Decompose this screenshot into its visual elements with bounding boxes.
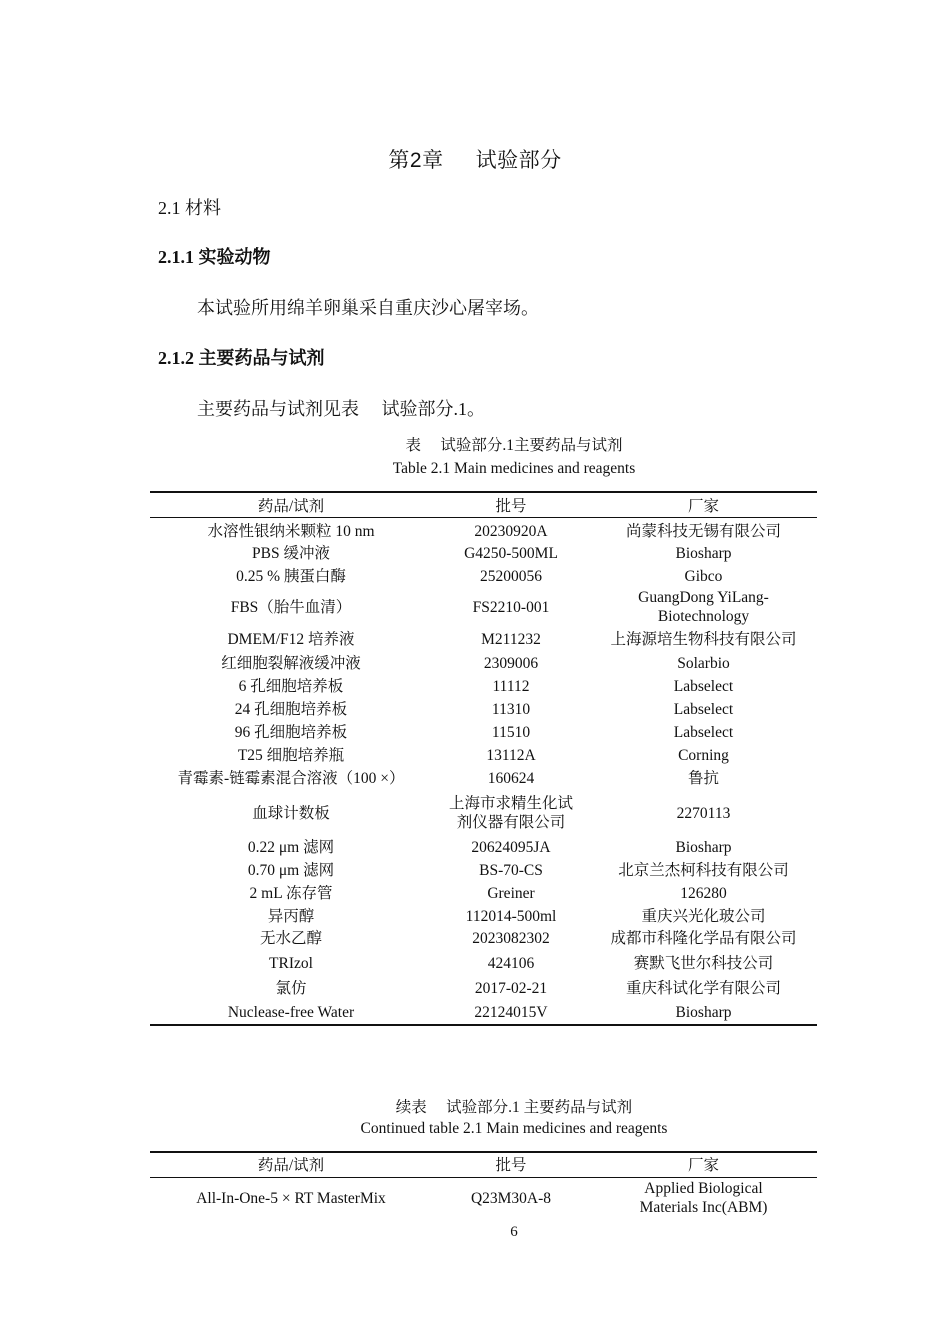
table1-cell-manufacturer: 北京兰杰柯科技有限公司 bbox=[618, 862, 789, 879]
table1-cell-reagent: PBS 缓冲液 bbox=[252, 545, 330, 562]
table1-cell-manufacturer: Biosharp bbox=[675, 1004, 732, 1021]
table1-caption-en: Table 2.1 Main medicines and reagents bbox=[392, 460, 636, 477]
table1-continued-caption-en: Continued table 2.1 Main medicines and reagents bbox=[360, 1120, 668, 1137]
table1-cell-manufacturer: Solarbio bbox=[677, 655, 730, 672]
table1-cell-manufacturer: Labselect bbox=[673, 701, 734, 718]
table1-cell-reagent: 0.25 % 胰蛋白酶 bbox=[236, 568, 346, 585]
table1-cell-batch: 424106 bbox=[487, 955, 535, 972]
table1-cell-manufacturer: 重庆兴光化玻公司 bbox=[641, 908, 766, 925]
table1-cell-batch: 25200056 bbox=[480, 568, 542, 585]
table1-continued-header-manufacturer: 厂家 bbox=[687, 1157, 719, 1174]
table1-cell-batch: G4250-500ML bbox=[464, 545, 558, 562]
table1-cell-reagent: 0.22 μm 滤网 bbox=[247, 839, 335, 856]
table1-cell-reagent: 氯仿 bbox=[275, 980, 307, 997]
section-2-1-1-heading: 2.1.1 实验动物 bbox=[158, 247, 271, 267]
table1-header-rule bbox=[150, 517, 817, 518]
section-2-1-heading: 2.1 材料 bbox=[158, 198, 221, 218]
table1-cell-batch: 上海市求精生化试 剂仪器有限公司 bbox=[448, 795, 573, 831]
table1-cell-manufacturer: 鲁抗 bbox=[687, 770, 719, 787]
table1-header-batch: 批号 bbox=[495, 498, 527, 515]
table1-cell-batch: 11112 bbox=[492, 678, 530, 695]
table1-cell-reagent: T25 细胞培养瓶 bbox=[237, 747, 345, 764]
table1-cell-reagent: FBS（胎牛血清） bbox=[230, 599, 352, 616]
table1-cell-manufacturer: Gibco bbox=[684, 568, 723, 585]
table1-continued-cell-manufacturer: Applied Biological Materials Inc(ABM) bbox=[639, 1180, 768, 1216]
table1-cell-manufacturer: 126280 bbox=[680, 885, 727, 902]
table1-cell-reagent: 红细胞裂解液缓冲液 bbox=[221, 655, 361, 672]
reagents-paragraph: 主要药品与试剂见表 试验部分.1。 bbox=[197, 399, 485, 419]
table1-continued-top-rule bbox=[150, 1151, 817, 1153]
table1-cell-reagent: 水溶性银纳米颗粒 10 nm bbox=[207, 523, 375, 540]
table1-continued-header-batch: 批号 bbox=[495, 1157, 527, 1174]
table1-cell-reagent: 96 孔细胞培养板 bbox=[234, 724, 348, 741]
table1-top-rule bbox=[150, 491, 817, 493]
table1-cell-batch: 112014-500ml bbox=[465, 908, 557, 925]
table1-cell-batch: 2309006 bbox=[483, 655, 539, 672]
animals-paragraph: 本试验所用绵羊卵巢采自重庆沙心屠宰场。 bbox=[197, 298, 539, 318]
table1-cell-reagent: 6 孔细胞培养板 bbox=[238, 678, 344, 695]
table1-cell-manufacturer: 成都市科隆化学品有限公司 bbox=[610, 930, 797, 947]
table1-cell-batch: Greiner bbox=[487, 885, 535, 902]
table1-continued-header-reagent: 药品/试剂 bbox=[257, 1157, 325, 1174]
table1-cell-reagent: 异丙醇 bbox=[267, 908, 315, 925]
table1-continued-header-rule bbox=[150, 1177, 817, 1178]
table1-cell-manufacturer: Labselect bbox=[673, 678, 734, 695]
table1-cell-manufacturer: Labselect bbox=[673, 724, 734, 741]
table1-cell-manufacturer: 2270113 bbox=[676, 805, 731, 822]
table1-continued-caption-cn: 续表 试验部分.1 主要药品与试剂 bbox=[395, 1099, 633, 1116]
table1-cell-reagent: 青霉素-链霉素混合溶液（100 ×） bbox=[177, 770, 405, 787]
chapter-title: 试验部分 bbox=[475, 149, 562, 172]
table1-cell-batch: 22124015V bbox=[474, 1004, 548, 1021]
table1-cell-reagent: TRIzol bbox=[269, 955, 313, 972]
table1-cell-manufacturer: 上海源培生物科技有限公司 bbox=[610, 631, 797, 648]
table1-cell-batch: 2023082302 bbox=[472, 930, 550, 947]
table1-header-reagent: 药品/试剂 bbox=[257, 498, 325, 515]
table1-cell-batch: 160624 bbox=[487, 770, 535, 787]
table1-cell-reagent: 24 孔细胞培养板 bbox=[234, 701, 348, 718]
page-number: 6 bbox=[510, 1224, 518, 1240]
table1-cell-batch: M211232 bbox=[481, 631, 541, 648]
table1-cell-manufacturer: 尚蒙科技无锡有限公司 bbox=[625, 523, 781, 540]
table1-cell-reagent: 无水乙醇 bbox=[259, 930, 322, 947]
table1-cell-manufacturer: GuangDong YiLang- Biotechnology bbox=[638, 589, 769, 625]
table1-cell-reagent: DMEM/F12 培养液 bbox=[227, 631, 355, 648]
table1-cell-batch: FS2210-001 bbox=[472, 599, 550, 616]
table1-cell-manufacturer: 重庆科试化学有限公司 bbox=[625, 980, 781, 997]
table1-continued-cell-batch: Q23M30A-8 bbox=[470, 1190, 552, 1207]
table1-cell-manufacturer: 赛默飞世尔科技公司 bbox=[633, 955, 774, 972]
table1-caption-cn: 表 试验部分.1主要药品与试剂 bbox=[405, 437, 623, 454]
table1-cell-batch: 11510 bbox=[491, 724, 531, 741]
chapter-number: 第2章 bbox=[388, 149, 444, 172]
table1-cell-reagent: Nuclease-free Water bbox=[227, 1004, 355, 1021]
table1-cell-reagent: 血球计数板 bbox=[252, 805, 330, 822]
table1-cell-batch: 11310 bbox=[491, 701, 531, 718]
table1-cell-reagent: 0.70 μm 滤网 bbox=[247, 862, 335, 879]
table1-header-manufacturer: 厂家 bbox=[687, 498, 719, 515]
table1-cell-manufacturer: Corning bbox=[678, 747, 729, 764]
chapter-heading bbox=[0, 144, 950, 174]
table1-continued-cell-reagent: All-In-One-5 × RT MasterMix bbox=[196, 1190, 386, 1207]
table1-bottom-rule bbox=[150, 1024, 817, 1026]
section-2-1-2-heading: 2.1.2 主要药品与试剂 bbox=[158, 348, 325, 368]
table1-cell-batch: 13112A bbox=[486, 747, 536, 764]
table1-cell-manufacturer: Biosharp bbox=[675, 839, 732, 856]
table1-cell-batch: 20624095JA bbox=[471, 839, 551, 856]
table1-cell-batch: 2017-02-21 bbox=[474, 980, 548, 997]
table1-cell-batch: 20230920A bbox=[474, 523, 548, 540]
table1-cell-manufacturer: Biosharp bbox=[675, 545, 732, 562]
table1-cell-reagent: 2 mL 冻存管 bbox=[249, 885, 333, 902]
table1-cell-batch: BS-70-CS bbox=[479, 862, 543, 879]
